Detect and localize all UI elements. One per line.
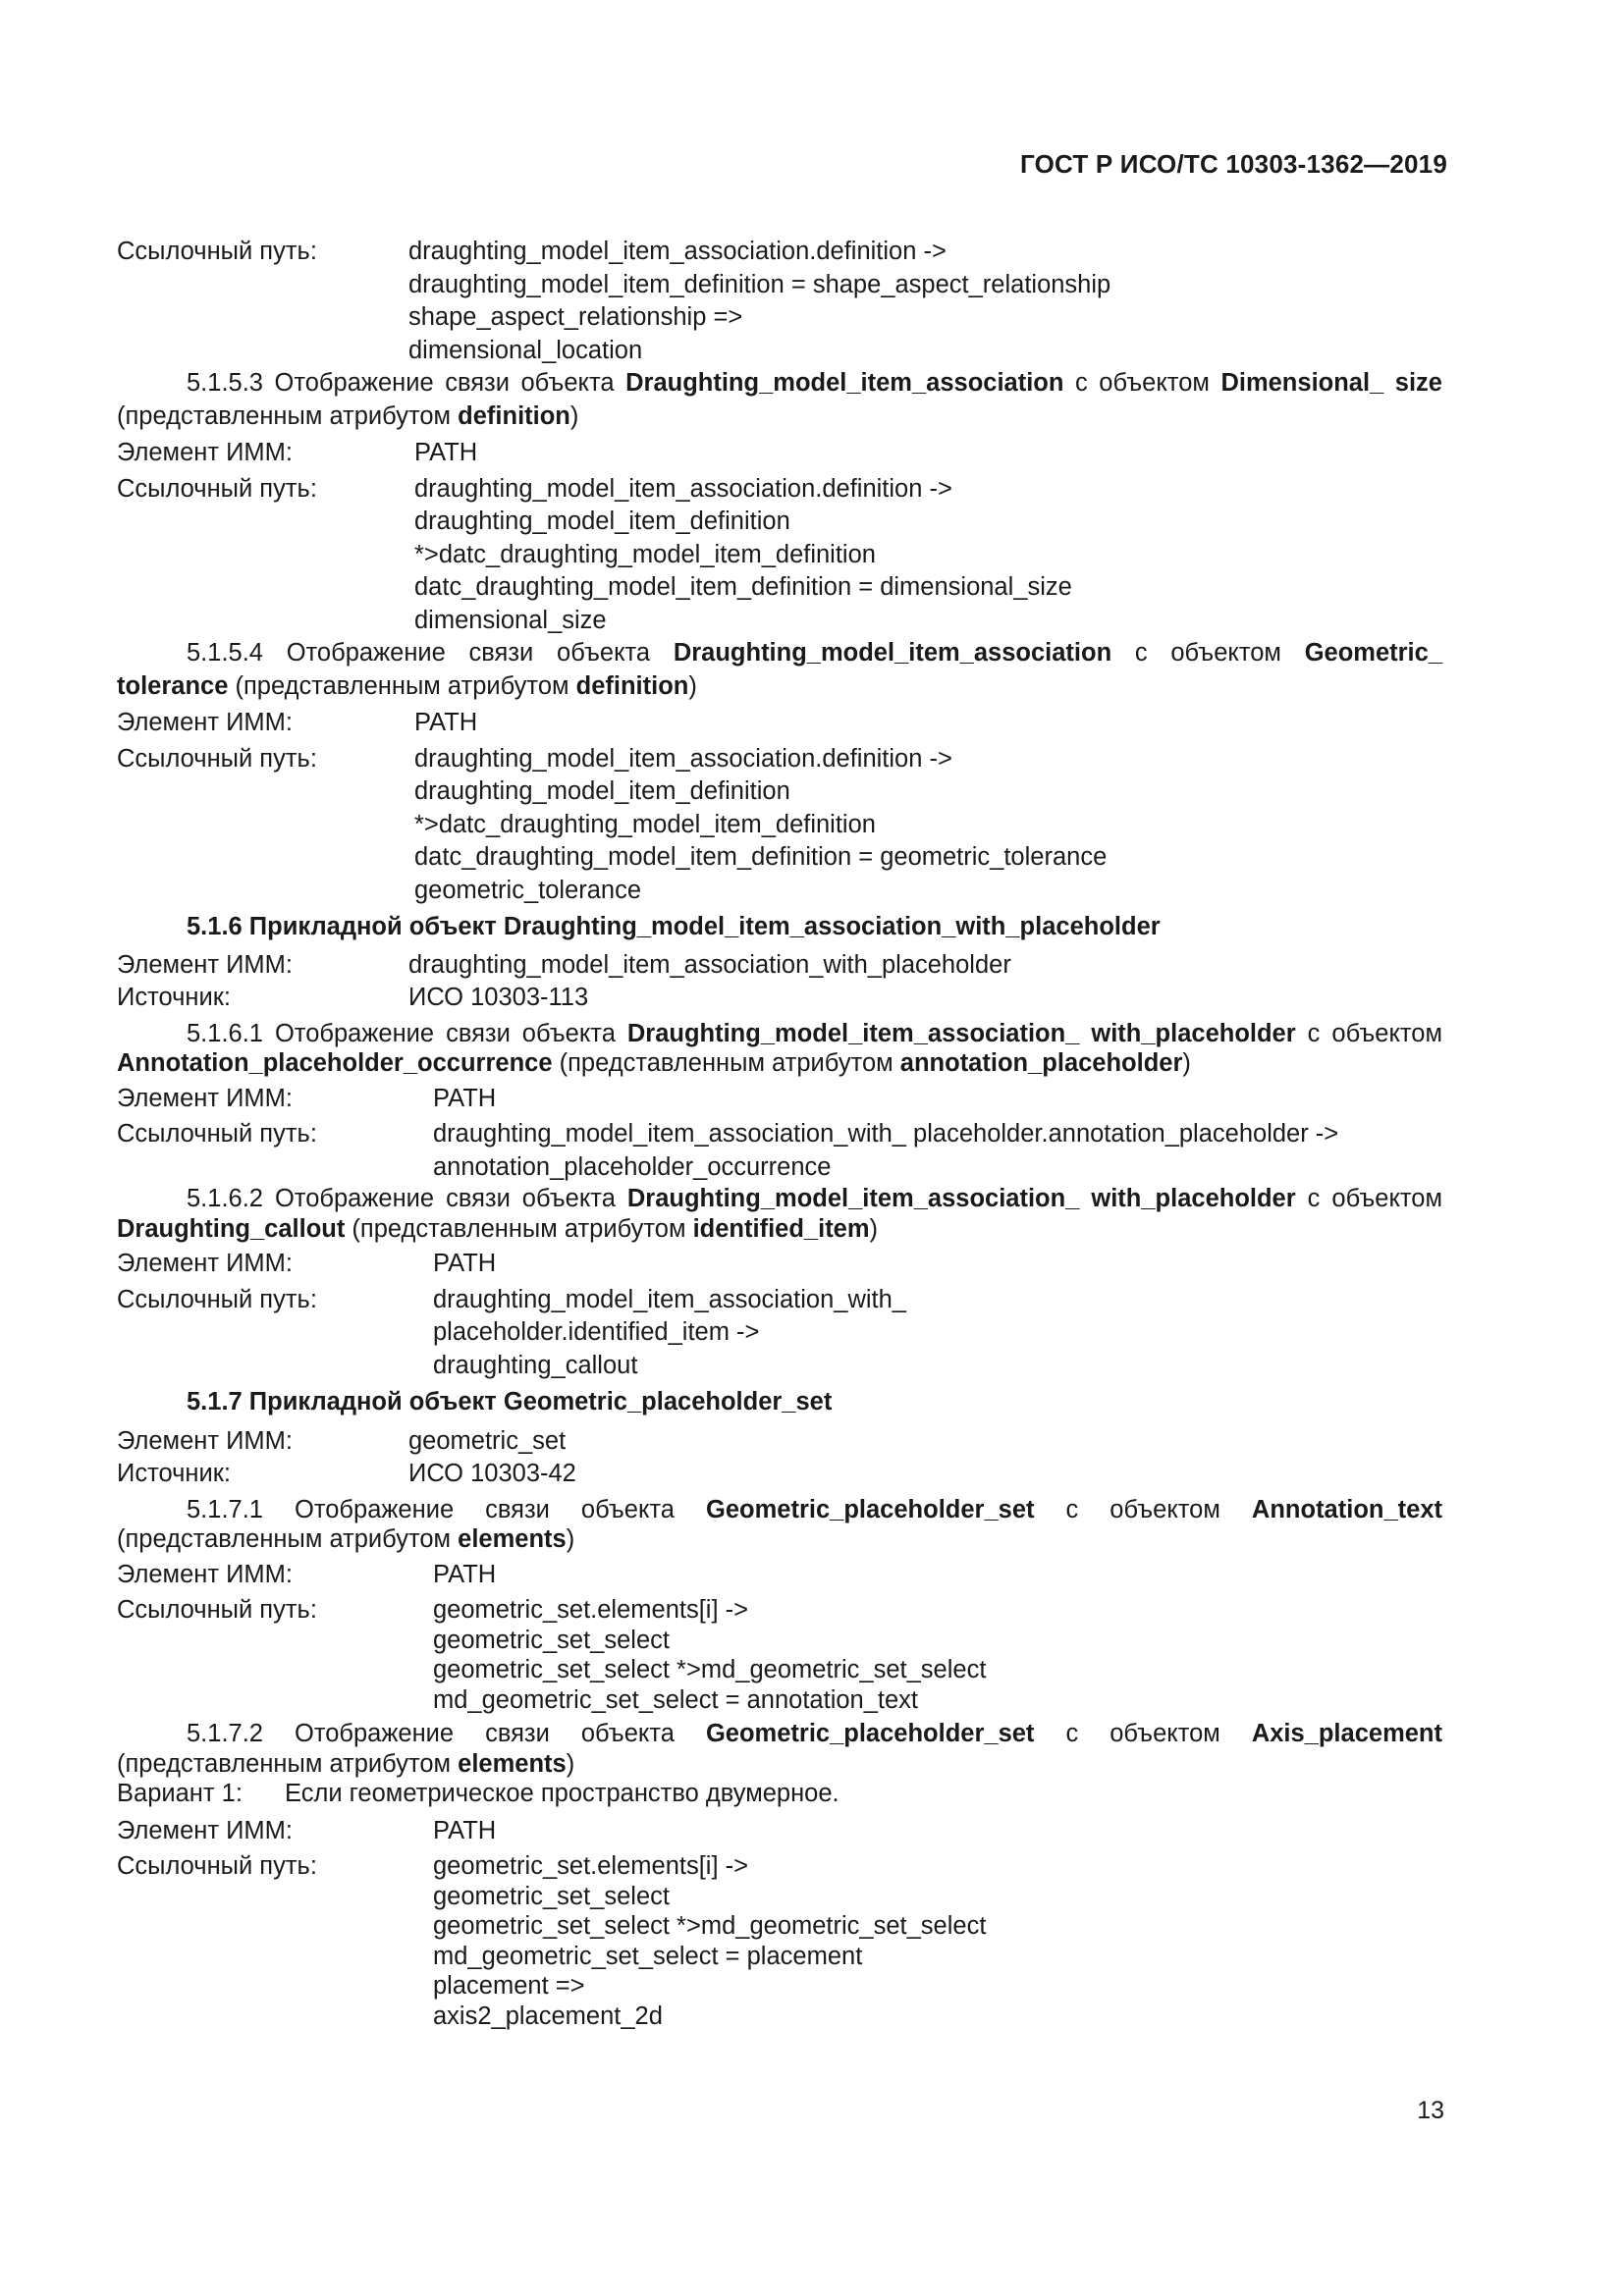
element-label: Элемент ИММ: [117, 1560, 293, 1588]
clause-5-1-5-3 [117, 367, 1442, 433]
source-label: Источник: [117, 984, 231, 1011]
clause-text: с объектом [1295, 1019, 1442, 1047]
element-row [117, 707, 1442, 740]
ref-path-line: draughting_callout [433, 1351, 638, 1379]
clause-5-1-7-2 [117, 1719, 1442, 1779]
target-object-name: Dimensional_ size [1220, 369, 1442, 397]
clause-text: ) [569, 401, 579, 430]
ref-path-line: geometric_set_select [433, 1882, 670, 1910]
target-object-name: Axis_placement [1251, 1720, 1442, 1747]
ref-path-line: md_geometric_set_select = annotation_text [433, 1685, 919, 1714]
source-row [117, 1458, 1442, 1491]
ref-path-line: geometric_set_select *>md_geometric_set_select [433, 1912, 987, 1940]
ref-path-block [117, 1118, 1442, 1184]
clause-text: 5.1.7.2 Отображение связи объекта [187, 1720, 706, 1747]
clause-text: 5.1.5.3 Отображение связи объекта [187, 369, 626, 397]
ref-path-block [117, 473, 1442, 638]
attribute-name: identified_item [692, 1214, 870, 1243]
attribute-name: definition [575, 671, 689, 700]
clause-text: с объектом [1034, 1495, 1252, 1523]
element-row [117, 1425, 1442, 1459]
clause-5-1-6-2 [117, 1184, 1442, 1244]
target-object-name: Geometric_ tolerance [117, 639, 1442, 700]
element-label: Элемент ИММ: [117, 1426, 293, 1455]
ref-path-values [433, 1851, 986, 2031]
element-value: PATH [414, 439, 478, 466]
clause-text: ) [688, 671, 697, 700]
ref-path-label: Ссылочный путь: [117, 1120, 317, 1148]
ref-path-line: geometric_set.elements[i] -> [433, 1596, 749, 1624]
attribute-name: elements [458, 1525, 567, 1553]
ref-path-block [117, 236, 1442, 367]
clause-text: (представленным атрибутом [117, 1525, 459, 1553]
clause-text: с объектом [1034, 1720, 1252, 1747]
ref-path-values [408, 236, 1110, 367]
clause-text: 5.1.5.4 Отображение связи объекта [187, 639, 674, 667]
element-row [117, 1083, 1442, 1116]
ref-path-values [414, 743, 1107, 908]
ref-path-values [433, 1118, 1338, 1184]
ref-path-line: geometric_tolerance [414, 876, 642, 904]
ref-path-line: *>datc_draughting_model_item_definition [414, 810, 876, 838]
ref-path-line: geometric_set_select *>md_geometric_set_select [433, 1656, 987, 1683]
ref-path-line: datc_draughting_model_item_definition = dimensional_size [414, 573, 1072, 601]
attribute-name: definition [458, 401, 570, 430]
element-value: PATH [433, 1816, 497, 1844]
object-name: Draughting_model_item_association [625, 369, 1064, 397]
ref-path-label: Ссылочный путь: [117, 744, 317, 773]
element-label: Элемент ИММ: [117, 709, 293, 736]
clause-text: ) [566, 1749, 575, 1778]
section-5-1-6-heading: 5.1.6 Прикладной объект Draughting_model_item_association_with_placeholder [187, 913, 1161, 940]
section-5-1-7-heading: 5.1.7 Прикладной объект Geometric_placeholder_set [187, 1388, 833, 1415]
ref-path-label: Ссылочный путь: [117, 1596, 317, 1624]
clause-text: с объектом [1295, 1185, 1442, 1212]
clause-text: ) [1182, 1049, 1191, 1077]
element-value: draughting_model_item_association_with_placeholder [408, 950, 1011, 979]
clause-text: (представленным атрибутом [117, 401, 459, 430]
ref-path-label: Ссылочный путь: [117, 1852, 317, 1880]
ref-path-line: draughting_model_item_association_with_ placeholder.annotation_placeholder -> [433, 1120, 1339, 1148]
page-number: 13 [1417, 2097, 1444, 2124]
clause-text: (представленным атрибутом [552, 1049, 900, 1077]
attribute-name: annotation_placeholder [899, 1049, 1183, 1077]
object-name: Draughting_model_item_association_ with_placeholder [626, 1019, 1296, 1047]
source-value: ИСО 10303-113 [408, 984, 589, 1011]
clause-text: 5.1.6.1 Отображение связи объекта [187, 1019, 627, 1047]
ref-path-line: *>datc_draughting_model_item_definition [414, 540, 876, 568]
object-name: Geometric_placeholder_set [706, 1495, 1035, 1523]
ref-path-line: draughting_model_item_definition [414, 777, 790, 805]
ref-path-line: draughting_model_item_association.definition -> [414, 744, 952, 773]
variant-row [117, 1779, 1442, 1809]
element-value: PATH [433, 1560, 497, 1588]
ref-path-line: draughting_model_item_association.definition -> [414, 474, 952, 503]
ref-path-values [433, 1284, 906, 1383]
ref-path-line: md_geometric_set_select = placement [433, 1942, 863, 1970]
ref-path-line: geometric_set.elements[i] -> [433, 1852, 749, 1880]
object-name: Draughting_model_item_association [673, 639, 1112, 667]
ref-path-line: axis2_placement_2d [433, 2002, 663, 2030]
ref-path-line: draughting_model_item_association_with_ [433, 1285, 906, 1313]
element-value: geometric_set [408, 1426, 567, 1455]
ref-path-line: datc_draughting_model_item_definition = geometric_tolerance [414, 843, 1108, 871]
clause-text: ) [869, 1214, 879, 1243]
ref-path-values [414, 473, 1072, 638]
ref-path-block [117, 1851, 1442, 2031]
ref-path-line: geometric_set_select [433, 1626, 670, 1654]
element-label: Элемент ИММ: [117, 1250, 293, 1277]
ref-path-line: shape_aspect_relationship => [408, 303, 743, 331]
clause-text: 5.1.7.1 Отображение связи объекта [187, 1495, 707, 1523]
element-label: Элемент ИММ: [117, 1084, 293, 1112]
clause-text: (представленным атрибутом [117, 1749, 459, 1778]
element-value: PATH [433, 1250, 497, 1277]
clause-text: с объектом [1063, 369, 1221, 397]
ref-path-label: Ссылочный путь: [117, 1285, 317, 1313]
clause-text: с объектом [1111, 639, 1305, 667]
ref-path-block [117, 743, 1442, 908]
source-row [117, 982, 1442, 1015]
element-row [117, 1248, 1442, 1281]
ref-path-line: dimensional_size [414, 606, 607, 634]
target-object-name: Annotation_text [1251, 1495, 1442, 1523]
target-object-name: Annotation_placeholder_occurrence [117, 1049, 553, 1077]
element-row [117, 437, 1442, 470]
ref-path-line: placement => [433, 1972, 585, 2000]
element-row [117, 1559, 1442, 1592]
ref-path-line: draughting_model_item_definition = shape_aspect_relationship [408, 270, 1111, 298]
variant-text: Если геометрическое пространство двумерное. [285, 1780, 839, 1807]
ref-path-label: Ссылочный путь: [117, 474, 317, 503]
ref-path-values [433, 1595, 986, 1715]
source-value: ИСО 10303-42 [408, 1460, 576, 1487]
element-value: PATH [414, 709, 478, 736]
clause-text: (представленным атрибутом [228, 671, 576, 700]
element-label: Элемент ИММ: [117, 950, 293, 979]
page-content [117, 236, 1442, 2031]
ref-path-line: annotation_placeholder_occurrence [433, 1152, 832, 1181]
clause-text: ) [566, 1525, 575, 1553]
document-header: ГОСТ Р ИСО/ТС 10303-1362—2019 [1019, 149, 1447, 179]
ref-path-line: placeholder.identified_item -> [433, 1318, 760, 1346]
clause-5-1-5-4 [117, 637, 1442, 703]
ref-path-block [117, 1595, 1442, 1715]
ref-path-line: draughting_model_item_association.definition -> [408, 238, 947, 265]
element-label: Элемент ИММ: [117, 1816, 293, 1844]
ref-path-line: draughting_model_item_definition [414, 507, 790, 535]
attribute-name: elements [458, 1749, 567, 1778]
element-row [117, 949, 1442, 983]
ref-path-block [117, 1284, 1442, 1383]
ref-path-line: dimensional_location [408, 336, 643, 364]
variant-label: Вариант 1: [117, 1780, 243, 1807]
element-row [117, 1815, 1442, 1848]
clause-5-1-6-1 [117, 1019, 1442, 1079]
clause-text: 5.1.6.2 Отображение связи объекта [187, 1185, 627, 1212]
clause-5-1-7-1 [117, 1495, 1442, 1555]
element-value: PATH [433, 1084, 497, 1112]
object-name: Geometric_placeholder_set [705, 1720, 1035, 1747]
source-label: Источник: [117, 1460, 231, 1487]
ref-path-label: Ссылочный путь: [117, 238, 317, 265]
target-object-name: Draughting_callout [117, 1214, 346, 1243]
object-name: Draughting_model_item_association_ with_placeholder [626, 1185, 1296, 1212]
element-label: Элемент ИММ: [117, 439, 293, 466]
clause-text: (представленным атрибутом [345, 1214, 693, 1243]
